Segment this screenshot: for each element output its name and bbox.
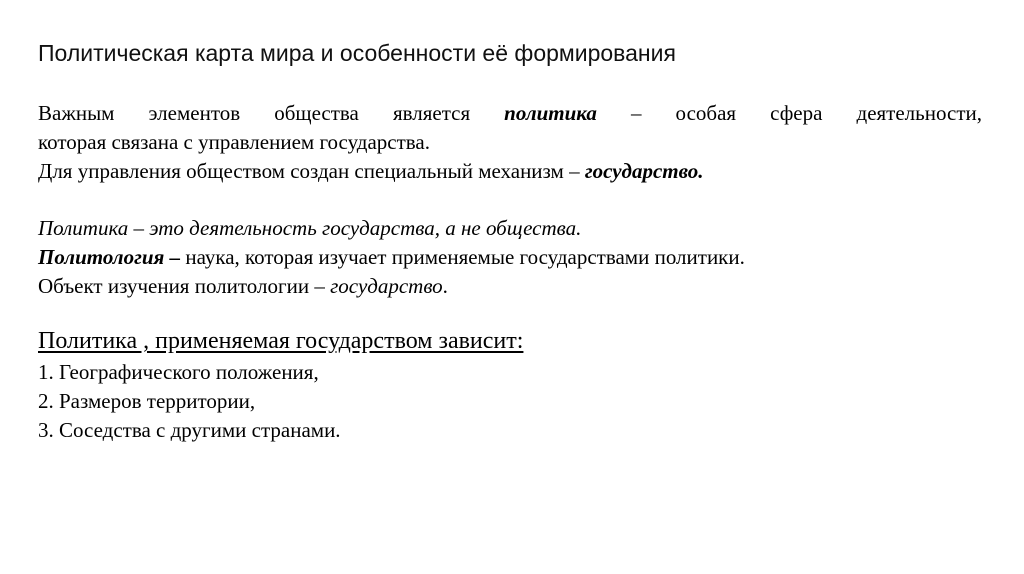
- paragraph-politics-definition: [38, 99, 982, 186]
- term-state: государство.: [584, 159, 704, 183]
- word: Важным: [38, 101, 115, 125]
- paragraph1-line2: которая связана с управлением государства.: [38, 130, 430, 154]
- factors-heading: Политика , применяемая государством зависит:: [38, 328, 524, 354]
- line3-prefix: Для управления обществом создан специальный механизм –: [38, 159, 585, 183]
- list-item: 3. Соседства с другими странами.: [38, 418, 341, 442]
- list-item: 1. Географического положения,: [38, 360, 319, 384]
- term-politology: Политология –: [38, 245, 181, 269]
- word: –: [630, 101, 642, 125]
- word: сфера: [770, 101, 823, 125]
- term-politics: политика: [504, 101, 597, 125]
- paragraph-factors: [38, 324, 982, 445]
- object-line: [38, 272, 982, 301]
- politology-definition-line: [38, 243, 982, 272]
- word: элементов: [148, 101, 241, 125]
- object-suffix: .: [442, 274, 448, 298]
- word: является: [392, 101, 471, 125]
- word: особая: [675, 101, 737, 125]
- object-prefix: Объект изучения политологии –: [38, 274, 331, 298]
- politology-definition: наука, которая изучает применяемые государствами политики.: [180, 245, 745, 269]
- word: общества: [274, 101, 359, 125]
- word: деятельности,: [856, 101, 982, 125]
- italic-statement: Политика – это деятельность государства, а не общества.: [38, 216, 582, 240]
- paragraph-politology: [38, 214, 982, 301]
- object-term: государство: [330, 274, 443, 298]
- paragraph1-line3: [38, 157, 982, 186]
- slide-title: Политическая карта мира и особенности её формирования: [38, 40, 676, 66]
- paragraph1-line1: [38, 99, 982, 128]
- list-item: 2. Размеров территории,: [38, 389, 256, 413]
